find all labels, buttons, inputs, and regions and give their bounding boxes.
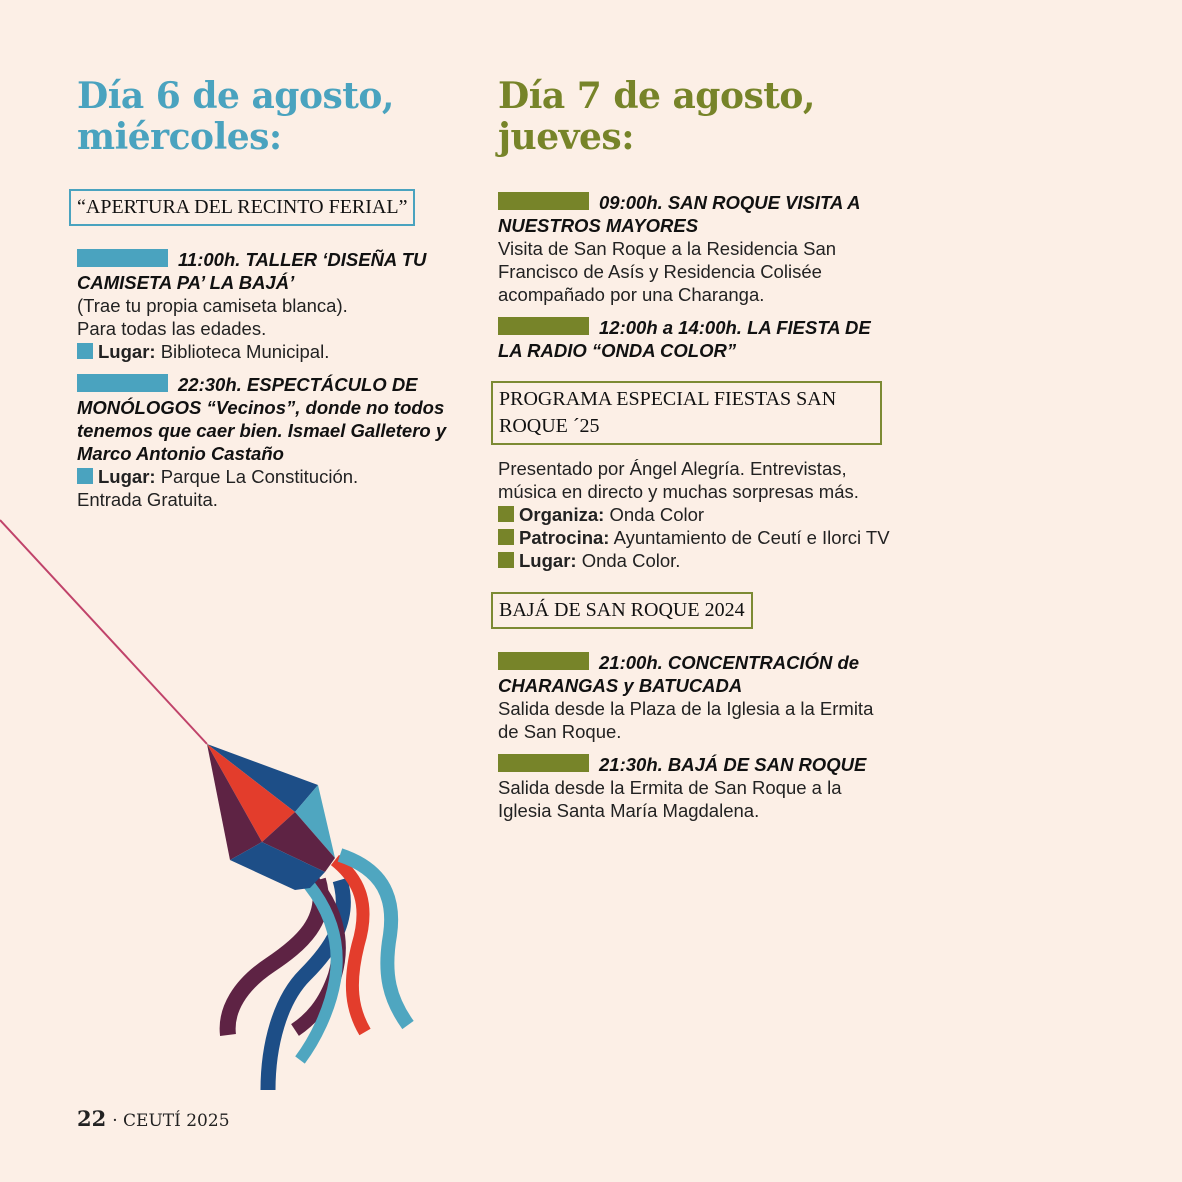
- page-number: 22: [77, 1106, 107, 1131]
- event-title: 09:00h. SAN ROQUE VISITA A NUESTROS MAYORES: [498, 192, 860, 236]
- program-detail-patrocina: Patrocina: Ayuntamiento de Ceutí e Ilorci TV: [498, 526, 898, 549]
- event-bar: [498, 317, 589, 335]
- bullet-square-icon: [498, 506, 514, 522]
- section-box-apertura: “APERTURA DEL RECINTO FERIAL”: [69, 189, 415, 226]
- event-bar: [77, 249, 168, 267]
- program-detail-lugar: Lugar: Onda Color.: [498, 549, 898, 572]
- event-desc: Visita de San Roque a la Residencia San Francisco de Asís y Residencia Colisée acompañado por una Charanga.: [498, 238, 837, 305]
- publication-name: · CEUTÍ 2025: [112, 1111, 230, 1131]
- bullet-square-icon: [498, 529, 514, 545]
- event-baja: [498, 753, 898, 822]
- event-concentracion: [498, 651, 898, 743]
- day7-title: Día 7 de agosto, jueves:: [498, 75, 815, 158]
- kite-body-icon: [207, 744, 335, 890]
- day6-column: [77, 76, 472, 511]
- event-monologos: [77, 373, 472, 511]
- section-box-programa: PROGRAMA ESPECIAL FIESTAS SAN ROQUE ´25: [491, 381, 882, 445]
- program-detail-organiza: Organiza: Onda Color: [498, 503, 898, 526]
- event-radio: [498, 316, 898, 362]
- kite-string: [0, 520, 207, 744]
- program-info: [498, 457, 898, 572]
- event-desc: Salida desde la Plaza de la Iglesia a la Ermita de San Roque.: [498, 698, 874, 742]
- event-bar: [498, 192, 589, 210]
- event-desc: (Trae tu propia camiseta blanca).: [77, 295, 348, 316]
- bullet-square-icon: [498, 552, 514, 568]
- event-title: 12:00h a 14:00h. LA FIESTA DE LA RADIO “ONDA COLOR”: [498, 317, 871, 361]
- section-box-baja: BAJÁ DE SAN ROQUE 2024: [491, 592, 753, 629]
- event-visita: [498, 191, 898, 306]
- event-bar: [498, 652, 589, 670]
- event-title: 21:30h. BAJÁ DE SAN ROQUE: [498, 753, 898, 776]
- event-place: Lugar: Parque La Constitución.: [77, 465, 472, 488]
- event-extra: Entrada Gratuita.: [77, 489, 218, 510]
- event-bar: [498, 754, 589, 772]
- event-bar: [77, 374, 168, 392]
- event-taller: [77, 248, 472, 363]
- event-desc: Para todas las edades.: [77, 318, 267, 339]
- event-title: 22:30h. ESPECTÁCULO DE MONÓLOGOS “Vecinos”, donde no todos tenemos que caer bien. Ismael Galletero y Marco Antonio Castaño: [77, 374, 447, 464]
- program-desc: Presentado por Ángel Alegría. Entrevistas, música en directo y muchas sorpresas más.: [498, 458, 859, 502]
- day6-title: Día 6 de agosto, miércoles:: [77, 75, 394, 158]
- kite-tails-icon: [228, 855, 408, 1090]
- event-title: 11:00h. TALLER ‘DISEÑA TU CAMISETA PA’ LA BAJÁ’: [77, 249, 427, 293]
- bullet-square-icon: [77, 343, 93, 359]
- page-footer: [77, 1106, 230, 1131]
- event-desc: Salida desde la Ermita de San Roque a la Iglesia Santa María Magdalena.: [498, 777, 842, 821]
- bullet-square-icon: [77, 468, 93, 484]
- event-place: Lugar: Biblioteca Municipal.: [77, 340, 472, 363]
- day7-column: [498, 76, 898, 822]
- event-title: 21:00h. CONCENTRACIÓN de CHARANGAS y BATUCADA: [498, 652, 860, 696]
